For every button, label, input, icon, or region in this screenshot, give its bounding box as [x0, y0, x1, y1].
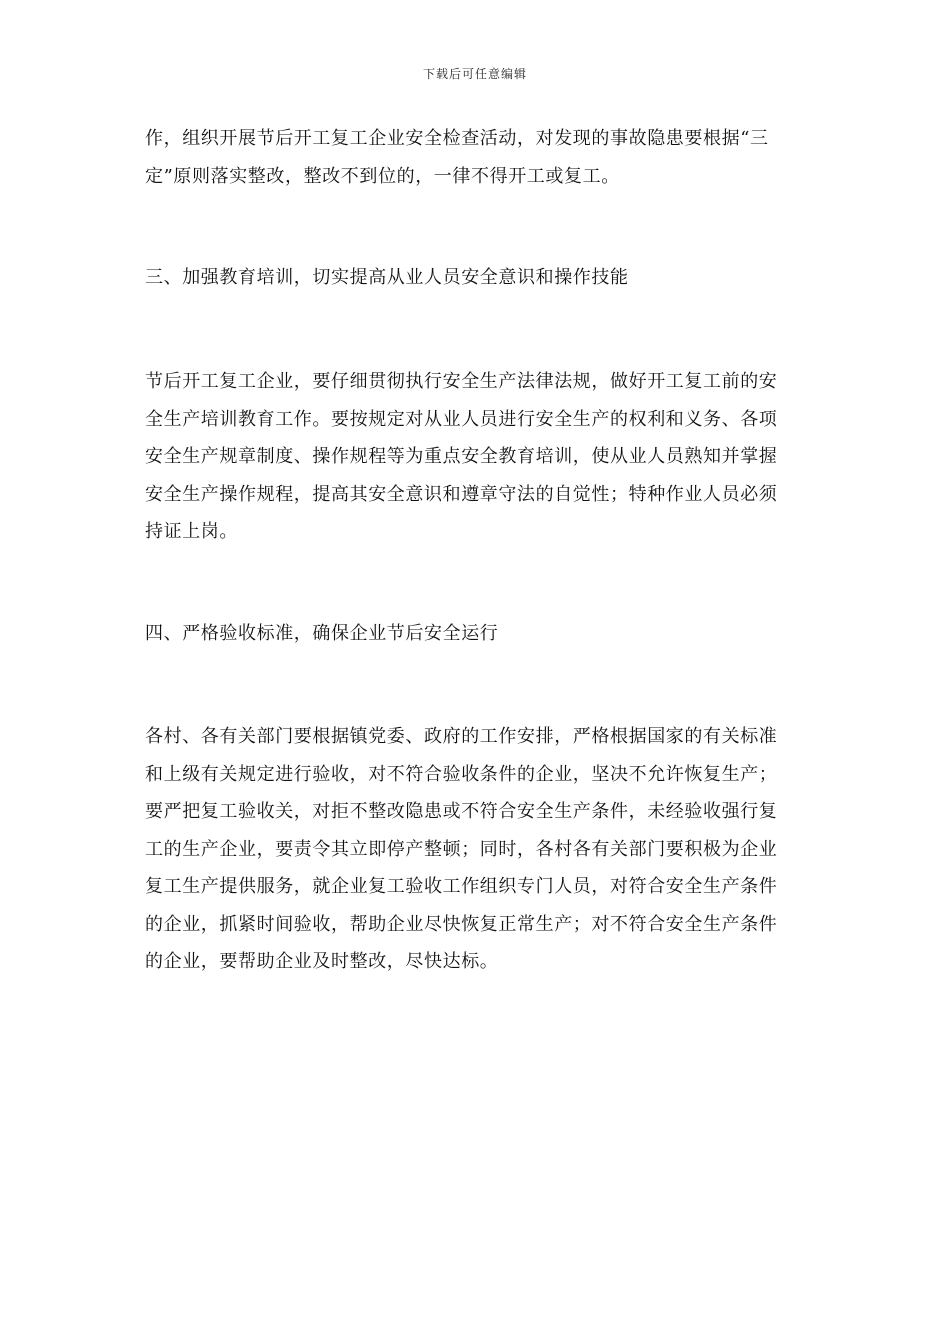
paragraph-line: 安全生产操作规程，提高其安全意识和遵章守法的自觉性；特种作业人员必须	[145, 483, 778, 505]
page-header: 下载后可任意编辑	[422, 67, 527, 81]
paragraph-line: 安全生产规章制度、操作规程等为重点安全教育培训，使从业人员熟知并掌握	[145, 446, 778, 467]
paragraph-line: 持证上岗。	[145, 521, 238, 542]
section-heading-4: 四、严格验收标准，确保企业节后安全运行	[145, 623, 499, 644]
paragraph-line: 的企业，抓紧时间验收，帮助企业尽快恢复正常生产；对不符合安全生产条件	[145, 913, 778, 935]
paragraph-continuation	[145, 120, 807, 195]
section-heading-3: 三、加强教育培训，切实提高从业人员安全意识和操作技能	[145, 267, 629, 288]
paragraph-line: 定”原则落实整改，整改不到位的，一律不得开工或复工。	[145, 165, 620, 187]
paragraph-line: 和上级有关规定进行验收，对不符合验收条件的企业，坚决不允许恢复生产；	[145, 763, 778, 785]
paragraph-line: 的企业，要帮助企业及时整改，尽快达标。	[145, 951, 499, 972]
paragraph-section-3	[145, 363, 807, 551]
paragraph-line: 各村、各有关部门要根据镇党委、政府的工作安排，严格根据国家的有关标准	[145, 726, 778, 747]
paragraph-line: 作，组织开展节后开工复工企业安全检查活动，对发现的事故隐患要根据“三	[145, 128, 769, 149]
paragraph-line: 复工生产提供服务，就企业复工验收工作组织专门人员，对符合安全生产条件	[145, 876, 778, 897]
paragraph-line: 全生产培训教育工作。要按规定对从业人员进行安全生产的权利和义务、各项	[145, 408, 778, 430]
paragraph-section-4	[145, 718, 807, 981]
paragraph-line: 节后开工复工企业，要仔细贯彻执行安全生产法律法规，做好开工复工前的安	[145, 371, 778, 392]
paragraph-line: 工的生产企业，要责令其立即停产整顿；同时，各村各有关部门要积极为企业	[145, 838, 778, 860]
paragraph-line: 要严把复工验收关，对拒不整改隐患或不符合安全生产条件，未经验收强行复	[145, 801, 778, 822]
